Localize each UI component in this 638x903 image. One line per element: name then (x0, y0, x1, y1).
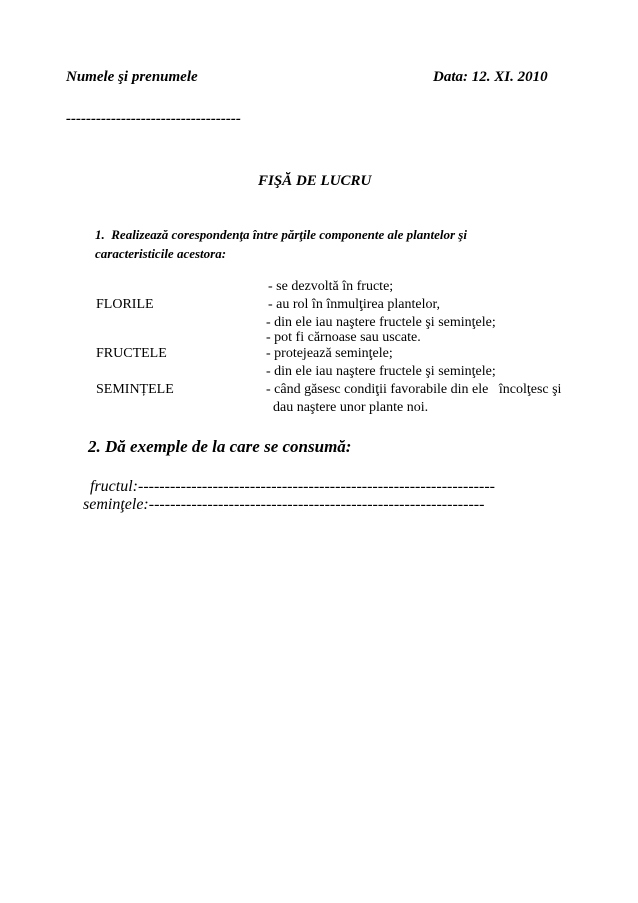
characteristic-item: - se dezvoltă în fructe; (268, 279, 394, 294)
characteristic-item: dau naştere unor plante noi. (266, 400, 429, 415)
date-label: Data: 12. XI. 2010 (433, 69, 548, 85)
seeds-answer-line: seminţele:--------------------------------------------------------------- (83, 496, 485, 513)
name-blank-line: ----------------------------------- (66, 111, 241, 127)
worksheet-title: FIŞĂ DE LUCRU (258, 173, 372, 189)
part-florile: FLORILE (96, 297, 154, 312)
exercise1-instruction-line1: 1. Realizează corespondenţa între părţile componente ale plantelor şi (95, 227, 467, 242)
exercise1-instruction-line2: caracteristicile acestora: (95, 246, 227, 261)
characteristic-item: - pot fi cărnoase sau uscate. (266, 330, 421, 345)
characteristic-item: - au rol în înmulţirea plantelor, (268, 297, 441, 312)
fruit-answer-line: fructul:------------------------------------------------------------------- (90, 478, 495, 495)
characteristic-item: - din ele iau naştere fructele şi seminţele; (266, 364, 496, 379)
characteristic-item: - protejează seminţele; (266, 346, 393, 361)
characteristic-item: - când găsesc condiţii favorabile din ele încolţesc şi (266, 382, 562, 397)
part-fructele: FRUCTELE (96, 346, 167, 361)
exercise2-heading: 2. Dă exemple de la care se consumă: (88, 437, 352, 456)
name-label: Numele şi prenumele (66, 69, 198, 85)
part-semintele: SEMINȚELE (96, 382, 174, 397)
characteristic-item: - din ele iau naştere fructele şi seminţele; (266, 315, 496, 330)
